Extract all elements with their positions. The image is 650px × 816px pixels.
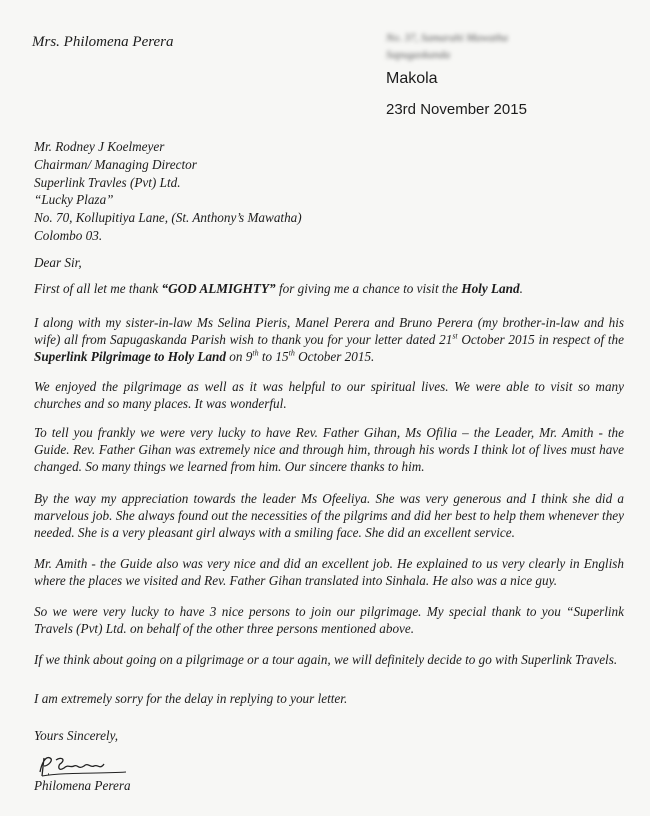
paragraph-future: If we think about going on a pilgrimage or a tour again, we will definitely decide to go with Superlink Travels.	[34, 652, 618, 667]
text-span: on 9	[225, 349, 253, 365]
holy-land-text: Holy Land	[461, 281, 520, 296]
recipient-line: Mr. Rodney J Koelmeyer	[34, 139, 165, 154]
text-span: .	[519, 281, 523, 296]
text-span: First of all let me thank	[34, 281, 162, 296]
paragraph-thanks	[34, 280, 624, 297]
recipient-line: Colombo 03.	[34, 227, 103, 243]
paragraph-leader: By the way my appreciation towards the leader Ms Ofeeliya. She was very generous and I think she did a marvelous job. She always found out the necessities of the pilgrims and did her best to help them whenever they needed. She is a very pleasant girl always with a smiling face. She did an excellent service.	[34, 491, 624, 541]
recipient-line: Chairman/ Managing Director	[34, 156, 197, 172]
text-span: for giving me a chance to visit the	[275, 281, 462, 296]
text-span: I along with my sister-in-law Ms Selina Pieris, Manel Perera and Bruno Perera (my brother-in-law and his wife) all from Sapugaskanda Parish wish to thank you for your letter dated 21	[34, 315, 624, 348]
salutation: Dear Sir,	[34, 255, 82, 270]
text-span: October 2015 in respect of the	[457, 332, 625, 348]
paragraph-apology: I am extremely sorry for the delay in replying to your letter.	[34, 691, 348, 706]
paragraph-guide: Mr. Amith - the Guide also was very nice and did an excellent job. He explained to us very clearly in English where the places we visited and Rev. Father Gihan translated into Sinhala. He also was a nice guy.	[34, 556, 624, 589]
paragraph-introduction	[34, 314, 624, 366]
sender-city: Makola	[386, 70, 438, 87]
sender-name: Mrs. Philomena Perera	[32, 34, 174, 50]
recipient-line: No. 70, Kollupitiya Lane, (St. Anthony’s Mawatha)	[34, 210, 302, 226]
paragraph-enjoyment: We enjoyed the pilgrimage as well as it was helpful to our spiritual lives. We were able to visit so many churches and so many places. It was wonderful.	[34, 379, 624, 412]
pilgrimage-name: Superlink Pilgrimage to Holy Land	[34, 349, 226, 365]
text-span: to 15	[258, 349, 289, 365]
letter-date: 23rd November 2015	[386, 101, 527, 118]
blurred-address-line-2: Sapugaskanda	[386, 49, 451, 61]
god-almighty-text: “GOD ALMIGHTY”	[161, 281, 276, 296]
recipient-line: “Lucky Plaza”	[34, 192, 114, 208]
recipient-address	[34, 138, 302, 245]
ordinal-suffix: st	[452, 331, 458, 341]
ordinal-suffix: th	[252, 349, 259, 359]
recipient-line: Superlink Travles (Pvt) Ltd.	[34, 174, 181, 190]
paragraph-lucky: To tell you frankly we were very lucky to have Rev. Father Gihan, Ms Ofilia – the Leader, Mr. Amith - the Guide. Rev. Father Gihan was extremely nice and through him, through his words I think lot of lives must have changed. So many things we learned from him. Our sincere thanks to him.	[34, 425, 624, 475]
ordinal-suffix: th	[288, 349, 295, 359]
signatory-name: Philomena Perera	[34, 778, 131, 793]
text-span: October 2015.	[294, 349, 375, 365]
closing: Yours Sincerely,	[34, 728, 119, 743]
paragraph-special-thanks: So we were very lucky to have 3 nice persons to join our pilgrimage. My special thank to you “Superlink Travels (Pvt) Ltd. on behalf of the other three persons mentioned above.	[34, 604, 624, 637]
blurred-address-line-1: No. 37, Samarahi Mawatha	[386, 32, 508, 44]
handwritten-signature	[36, 752, 146, 780]
